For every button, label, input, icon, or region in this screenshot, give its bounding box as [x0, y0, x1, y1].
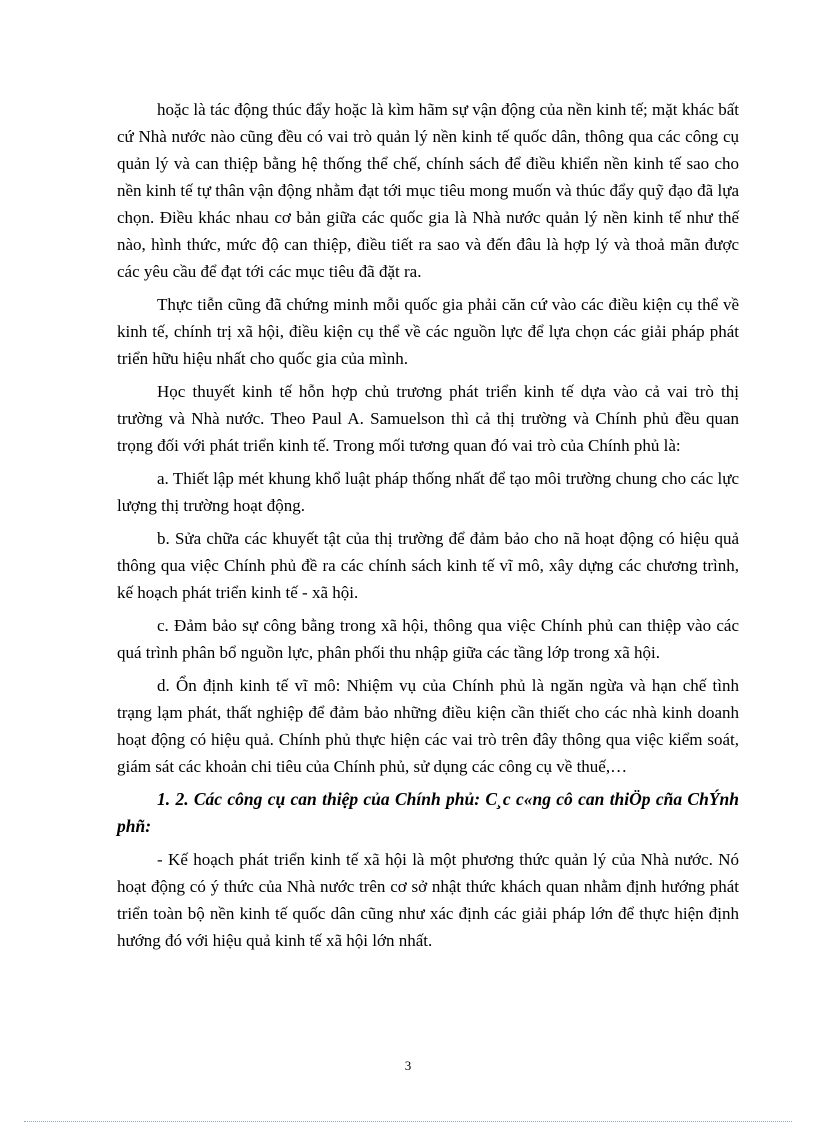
list-item-d: d. Ổn định kinh tế vĩ mô: Nhiệm vụ của Chính phủ là ngăn ngừa và hạn chế tình trạng lạm phát, thất nghiệp để đảm bảo những điều kiện cần thiết cho các nhà kinh doanh hoạt động có hiệu quả. Chính phủ thực hiện các vai trò trên đây thông qua việc kiểm soát, giám sát các khoản chi tiêu của Chính phủ, sử dụng các công cụ về thuế,… [117, 676, 739, 776]
list-item-a: a. Thiết lập mét khung khổ luật pháp thống nhất để tạo môi trường chung cho các lực lượng thị trường hoạt động. [117, 469, 739, 515]
list-item-c: c. Đảm bảo sự công bằng trong xã hội, thông qua việc Chính phủ can thiệp vào các quá trình phân bổ nguồn lực, phân phối thu nhập giữa các tầng lớp trong xã hội. [117, 616, 739, 662]
paragraph-planning: - Kế hoạch phát triển kinh tế xã hội là một phương thức quản lý của Nhà nước. Nó hoạt động có ý thức của Nhà nước trên cơ sở nhật thức khách quan nhằm định hướng phát triển toàn bộ nền kinh tế quốc dân cũng như xác định các giải pháp lớn để thực hiện định hướng đó với hiệu quả kinh tế xã hội lớn nhất. [117, 850, 739, 950]
list-item-b: b. Sửa chữa các khuyết tật của thị trường để đảm bảo cho nã hoạt động có hiệu quả thông qua việc Chính phủ đề ra các chính sách kinh tế vĩ mô, xây dựng các chương trình, kế hoạch phát triển kinh tế - xã hội. [117, 529, 739, 602]
page-bottom-border [24, 1121, 792, 1122]
paragraph-practice: Thực tiễn cũng đã chứng minh mỗi quốc gia phải căn cứ vào các điều kiện cụ thể về kinh tế, chính trị xã hội, điều kiện cụ thể về các nguồn lực để lựa chọn các giải pháp phát triển hữu hiệu nhất cho quốc gia của mình. [117, 295, 739, 368]
paragraph-mixed-economy: Học thuyết kinh tế hỗn hợp chủ trương phát triển kinh tế dựa vào cả vai trò thị trường và Nhà nước. Theo Paul A. Samuelson thì cả thị trường và Chính phủ đều quan trọng đối với phát triển kinh tế. Trong mối tương quan đó vai trò của Chính phủ là: [117, 382, 739, 455]
page-number: 3 [404, 1058, 412, 1073]
paragraph-continuation: hoặc là tác động thúc đẩy hoặc là kìm hãm sự vận động của nền kinh tế; mặt khác bất cứ Nhà nước nào cũng đều có vai trò quản lý nền kinh tế quốc dân, thông qua các công cụ quản lý và can thiệp bằng hệ thống thể chế, chính sách để điều khiển nền kinh tế sao cho nền kinh tế tự thân vận động nhằm đạt tới mục tiêu mong muốn và thúc đẩy quỹ đạo đã lựa chọn. Điều khác nhau cơ bản giữa các quốc gia là Nhà nước quản lý nền kinh tế như thế nào, hình thức, mức độ can thiệp, điều tiết ra sao và đến đâu là hợp lý và thoả mãn được các yêu cầu để đạt tới các mục tiêu đã đặt ra. [117, 100, 739, 281]
document-body [117, 96, 739, 960]
section-heading: 1. 2. Các công cụ can thiệp của Chính phủ: C¸c c«ng cô can thiÖp cña ChÝnh phñ: [117, 789, 739, 836]
